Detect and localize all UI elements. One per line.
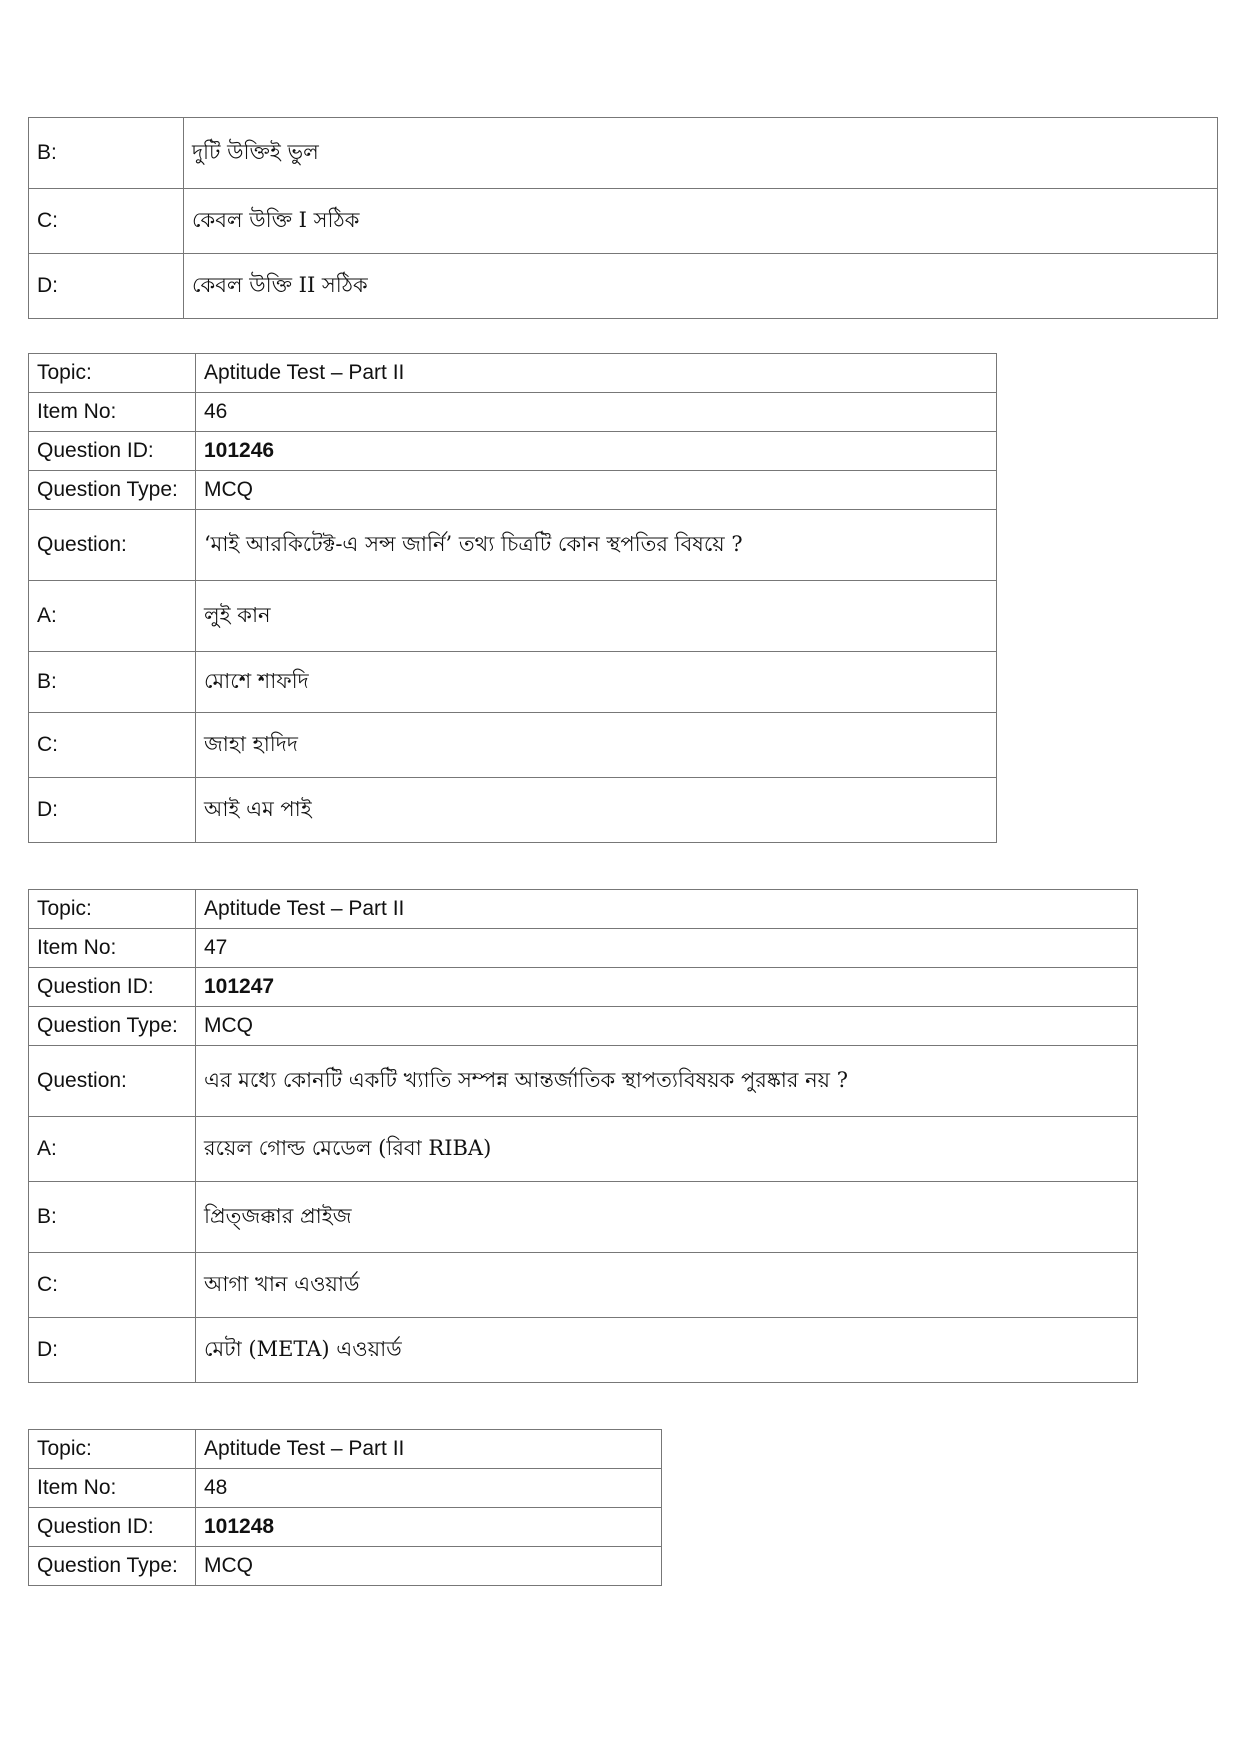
question-table-46 — [28, 353, 997, 843]
question-type-label: Question Type: — [29, 1547, 196, 1586]
option-row-d — [29, 778, 997, 843]
option-row-b — [29, 1182, 1138, 1253]
question-type-row — [29, 471, 997, 510]
question-label: Question: — [29, 510, 196, 581]
option-label: D: — [29, 778, 196, 843]
option-label: B: — [29, 652, 196, 713]
option-text: লুই কান — [196, 581, 997, 652]
option-text: প্রিত্জক্কার প্রাইজ — [196, 1182, 1138, 1253]
option-row-d — [29, 254, 1218, 319]
question-type-value: MCQ — [196, 471, 997, 510]
question-type-label: Question Type: — [29, 471, 196, 510]
topic-label: Topic: — [29, 354, 196, 393]
option-label: D: — [29, 254, 184, 319]
question-id-row — [29, 432, 997, 471]
question-type-row — [29, 1007, 1138, 1046]
question-type-value: MCQ — [196, 1547, 662, 1586]
option-row-a — [29, 581, 997, 652]
option-label: D: — [29, 1318, 196, 1383]
item-no-label: Item No: — [29, 393, 196, 432]
option-text: কেবল উক্তি I সঠিক — [184, 189, 1218, 254]
option-label: C: — [29, 713, 196, 778]
question-row — [29, 1046, 1138, 1117]
item-no-row — [29, 929, 1138, 968]
option-row-b — [29, 652, 997, 713]
option-row-d — [29, 1318, 1138, 1383]
option-text: মোশে শাফদি — [196, 652, 997, 713]
topic-row — [29, 890, 1138, 929]
question-id-value: 101247 — [196, 968, 1138, 1007]
option-text: আই এম পাই — [196, 778, 997, 843]
question-id-value: 101248 — [196, 1508, 662, 1547]
option-row-a — [29, 1117, 1138, 1182]
option-row-c — [29, 1253, 1138, 1318]
topic-label: Topic: — [29, 1430, 196, 1469]
question-table-47 — [28, 889, 1138, 1383]
topic-row — [29, 1430, 662, 1469]
item-no-row — [29, 393, 997, 432]
option-text: দুটি উক্তিই ভুল — [184, 118, 1218, 189]
option-text: মেটা (META) এওয়ার্ড — [196, 1318, 1138, 1383]
question-id-value: 101246 — [196, 432, 997, 471]
question-type-value: MCQ — [196, 1007, 1138, 1046]
question-id-row — [29, 1508, 662, 1547]
option-label: B: — [29, 1182, 196, 1253]
option-text: কেবল উক্তি II সঠিক — [184, 254, 1218, 319]
item-no-value: 47 — [196, 929, 1138, 968]
item-no-label: Item No: — [29, 929, 196, 968]
question-text: এর মধ্যে কোনটি একটি খ্যাতি সম্পন্ন আন্তর্জাতিক স্থাপত্যবিষয়ক পুরষ্কার নয় ? — [196, 1046, 1138, 1117]
item-no-row — [29, 1469, 662, 1508]
question-type-row — [29, 1547, 662, 1586]
topic-value: Aptitude Test – Part II — [196, 890, 1138, 929]
question-label: Question: — [29, 1046, 196, 1117]
topic-value: Aptitude Test – Part II — [196, 354, 997, 393]
topic-row — [29, 354, 997, 393]
topic-value: Aptitude Test – Part II — [196, 1430, 662, 1469]
option-label: C: — [29, 1253, 196, 1318]
question-text: ‘মাই আরকিটেক্ট-এ সন্স জার্নি’ তথ্য চিত্রটি কোন স্থপতির বিষয়ে ? — [196, 510, 997, 581]
option-text: আগা খান এওয়ার্ড — [196, 1253, 1138, 1318]
question-id-row — [29, 968, 1138, 1007]
option-text: জাহা হাদিদ — [196, 713, 997, 778]
prev-question-options-table — [28, 117, 1218, 319]
option-label: A: — [29, 581, 196, 652]
option-row-b — [29, 118, 1218, 189]
question-table-48 — [28, 1429, 662, 1586]
question-id-label: Question ID: — [29, 1508, 196, 1547]
question-id-label: Question ID: — [29, 432, 196, 471]
topic-label: Topic: — [29, 890, 196, 929]
option-label: B: — [29, 118, 184, 189]
question-type-label: Question Type: — [29, 1007, 196, 1046]
option-row-c — [29, 189, 1218, 254]
question-id-label: Question ID: — [29, 968, 196, 1007]
option-label: C: — [29, 189, 184, 254]
item-no-value: 46 — [196, 393, 997, 432]
question-row — [29, 510, 997, 581]
option-label: A: — [29, 1117, 196, 1182]
item-no-label: Item No: — [29, 1469, 196, 1508]
option-row-c — [29, 713, 997, 778]
item-no-value: 48 — [196, 1469, 662, 1508]
option-text: রয়েল গোল্ড মেডেল (রিবা RIBA) — [196, 1117, 1138, 1182]
